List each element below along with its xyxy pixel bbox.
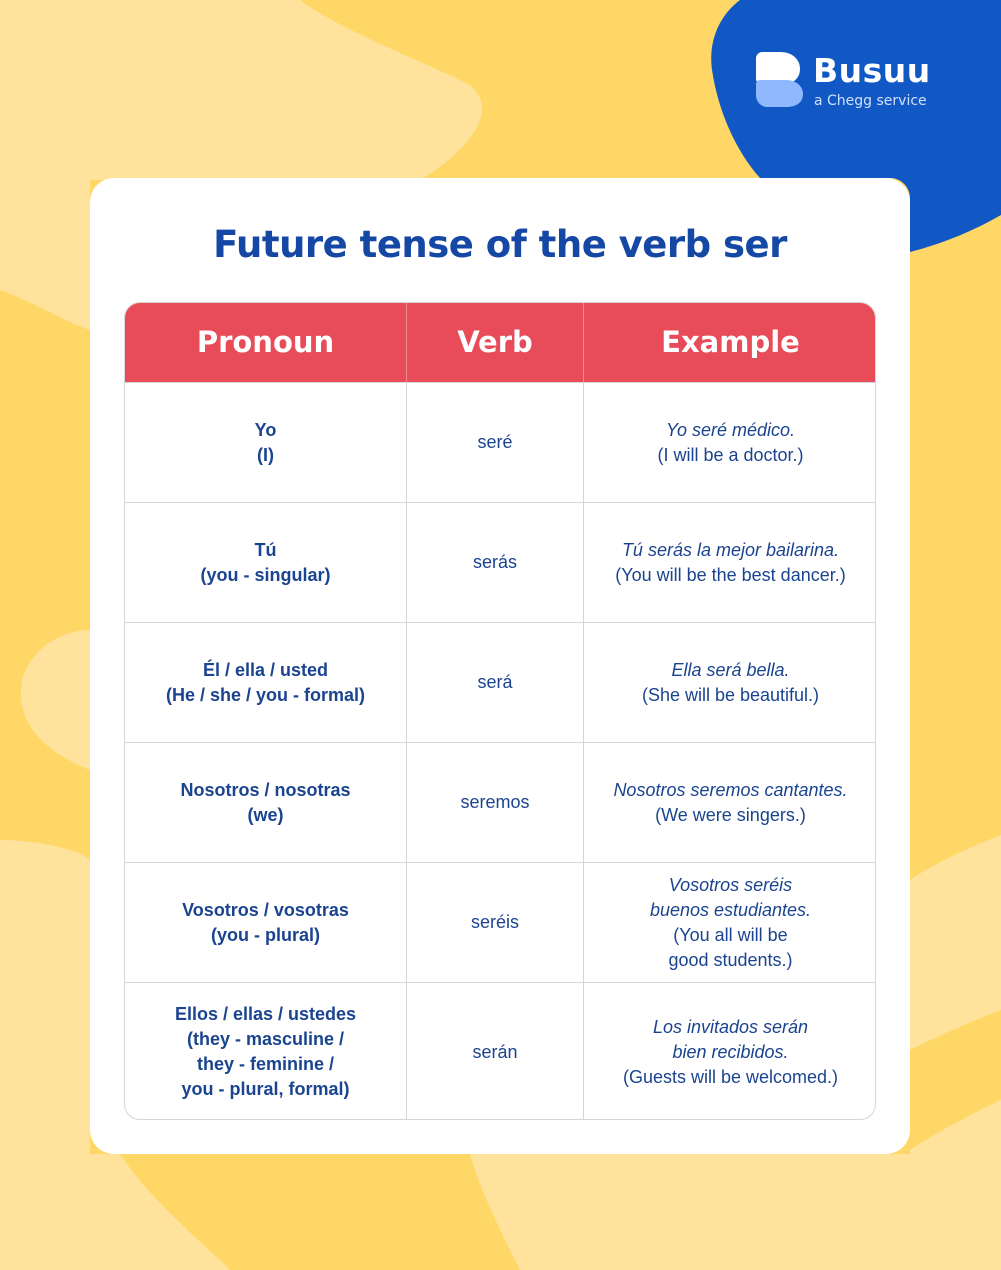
example-spanish: Los invitados serán bien recibidos. [652,1016,809,1062]
pronoun-cell: Él / ella / usted (He / she / you - formal) [165,659,366,705]
example-english: (I will be a doctor.) [657,444,804,465]
verb-cell: será [477,672,513,692]
verb-cell: seré [477,432,513,452]
header-verb: Verb [457,325,533,359]
table-row [125,622,876,742]
table-row [125,502,876,622]
example-english: (We were singers.) [655,804,806,825]
busuu-b-logo-icon [756,52,804,108]
pronoun-cell: Ellos / ellas / ustedes (they - masculine / they - feminine / you - plural, formal) [174,1004,357,1099]
brand-name: Busuu [813,51,931,90]
verb-cell: serás [472,552,517,572]
example-cell [584,623,876,742]
example-cell [584,863,876,982]
conjugation-table [124,302,876,1120]
column-divider [583,303,584,1120]
example-spanish: Tú serás la mejor bailarina. [621,539,840,560]
example-english: (She will be beautiful.) [641,684,820,705]
example-cell [584,743,876,862]
header-example: Example [661,325,800,359]
verb-cell: serán [472,1041,518,1062]
table-row [125,862,876,982]
example-cell [584,503,876,622]
pronoun-cell: Nosotros / nosotras (we) [180,779,351,825]
brand-header [756,52,956,112]
example-english: (Guests will be welcomed.) [622,1066,839,1087]
column-divider [406,303,407,1120]
page-title: Future tense of the verb ser [213,223,787,266]
header-divider [583,303,584,382]
brand-tagline: a Chegg service [814,93,927,109]
example-spanish: Yo seré médico. [665,419,796,440]
example-spanish: Nosotros seremos cantantes. [613,779,848,800]
pronoun-cell: Vosotros / vosotras (you - plural) [182,899,349,945]
header-pronoun: Pronoun [196,325,335,359]
example-english: (You all will be good students.) [668,924,793,970]
content-card [90,178,910,1154]
header-divider [406,303,407,382]
example-english: (You will be the best dancer.) [615,564,846,585]
example-cell [584,983,876,1120]
example-spanish: Ella será bella. [671,659,790,680]
pronoun-cell: Tú (you - singular) [200,539,331,585]
example-spanish: Vosotros seréis buenos estudiantes. [649,874,812,920]
table-header [125,303,876,382]
pronoun-cell: Yo (I) [254,419,277,465]
example-cell [584,383,876,502]
table-row [125,982,876,1120]
verb-cell: seréis [470,912,519,932]
verb-cell: seremos [460,792,530,812]
table-row [125,382,876,502]
table-row [125,742,876,862]
